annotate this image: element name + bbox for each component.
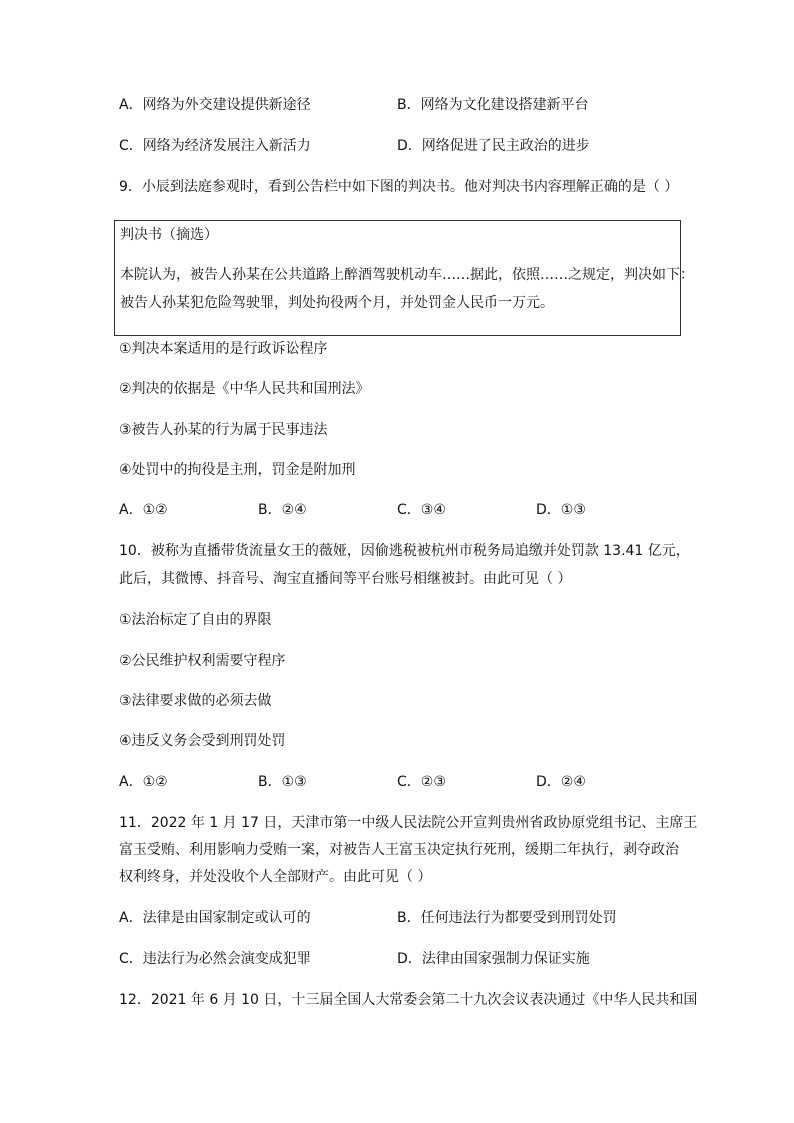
q10-stem-line-1: 10．被称为直播带货流量女王的薇娅，因偷逃税被杭州市税务局追缴并处罚款 13.41 亿元， (119, 543, 690, 559)
judgment-title: 判决书（摘选） (120, 227, 218, 243)
q8-option-b: B．网络为文化建设搭建新平台 (397, 97, 589, 113)
judgment-line-1: 本院认为，被告人孙某在公共道路上醉酒驾驶机动车……据此，依照……之规定，判决如下： (120, 267, 694, 283)
q9-stem: 9．小辰到法庭参观时，看到公告栏中如下图的判决书。他对判决书内容理解正确的是（ ） (119, 179, 679, 195)
q9-statement-1: ①判决本案适用的是行政诉讼程序 (119, 341, 328, 357)
q11-option-a: A．法律是由国家制定或认可的 (119, 910, 311, 926)
q9-statement-2: ②判决的依据是《中华人民共和国刑法》 (119, 381, 370, 397)
q11-stem-line-2: 富玉受贿、利用影响力受贿一案，对被告人王富玉决定执行死刑，缓期二年执行，剥夺政治 (119, 842, 679, 858)
q10-option-d: D．②④ (536, 774, 586, 790)
q9-statement-3: ③被告人孙某的行为属于民事违法 (119, 422, 328, 438)
q8-option-c: C．网络为经济发展注入新活力 (119, 138, 311, 154)
judgment-excerpt-box (114, 220, 694, 336)
q11-option-b: B．任何违法行为都要受到刑罚处罚 (397, 910, 617, 926)
q11-stem-line-1: 11．2022 年 1 月 17 日，天津市第一中级人民法院公开宣判贵州省政协原党组书记、主席王 (119, 815, 698, 831)
judgment-line-2: 被告人孙某犯危险驾驶罪，判处拘役两个月，并处罚金人民币一万元。 (120, 295, 554, 311)
q9-statement-4: ④处罚中的拘役是主刑，罚金是附加刑 (119, 462, 356, 478)
q9-option-a: A．①② (119, 502, 168, 518)
q8-option-d: D．网络促进了民主政治的进步 (397, 138, 590, 154)
q10-option-b: B．①③ (258, 774, 307, 790)
q10-statement-1: ①法治标定了自由的界限 (119, 612, 272, 628)
q10-stem-line-2: 此后，其微博、抖音号、淘宝直播间等平台账号相继被封。由此可见（ ） (119, 571, 572, 587)
q10-statement-3: ③法律要求做的必须去做 (119, 693, 272, 709)
q10-option-a: A．①② (119, 774, 168, 790)
q8-option-a: A．网络为外交建设提供新途径 (119, 97, 311, 113)
q10-statement-2: ②公民维护权利需要守程序 (119, 653, 286, 669)
q9-option-b: B．②④ (258, 502, 307, 518)
q10-option-c: C．②③ (397, 774, 446, 790)
q12-stem-line-1: 12．2021 年 6 月 10 日，十三届全国人大常委会第二十九次会议表决通过《中华人民共和国 (119, 992, 698, 1008)
q11-option-d: D．法律由国家强制力保证实施 (397, 951, 590, 967)
q9-option-c: C．③④ (397, 502, 446, 518)
q11-stem-line-3: 权利终身，并处没收个人全部财产。由此可见（ ） (119, 869, 432, 885)
q10-statement-4: ④违反义务会受到刑罚处罚 (119, 733, 286, 749)
q11-option-c: C．违法行为必然会演变成犯罪 (119, 951, 311, 967)
q9-option-d: D．①③ (536, 502, 586, 518)
